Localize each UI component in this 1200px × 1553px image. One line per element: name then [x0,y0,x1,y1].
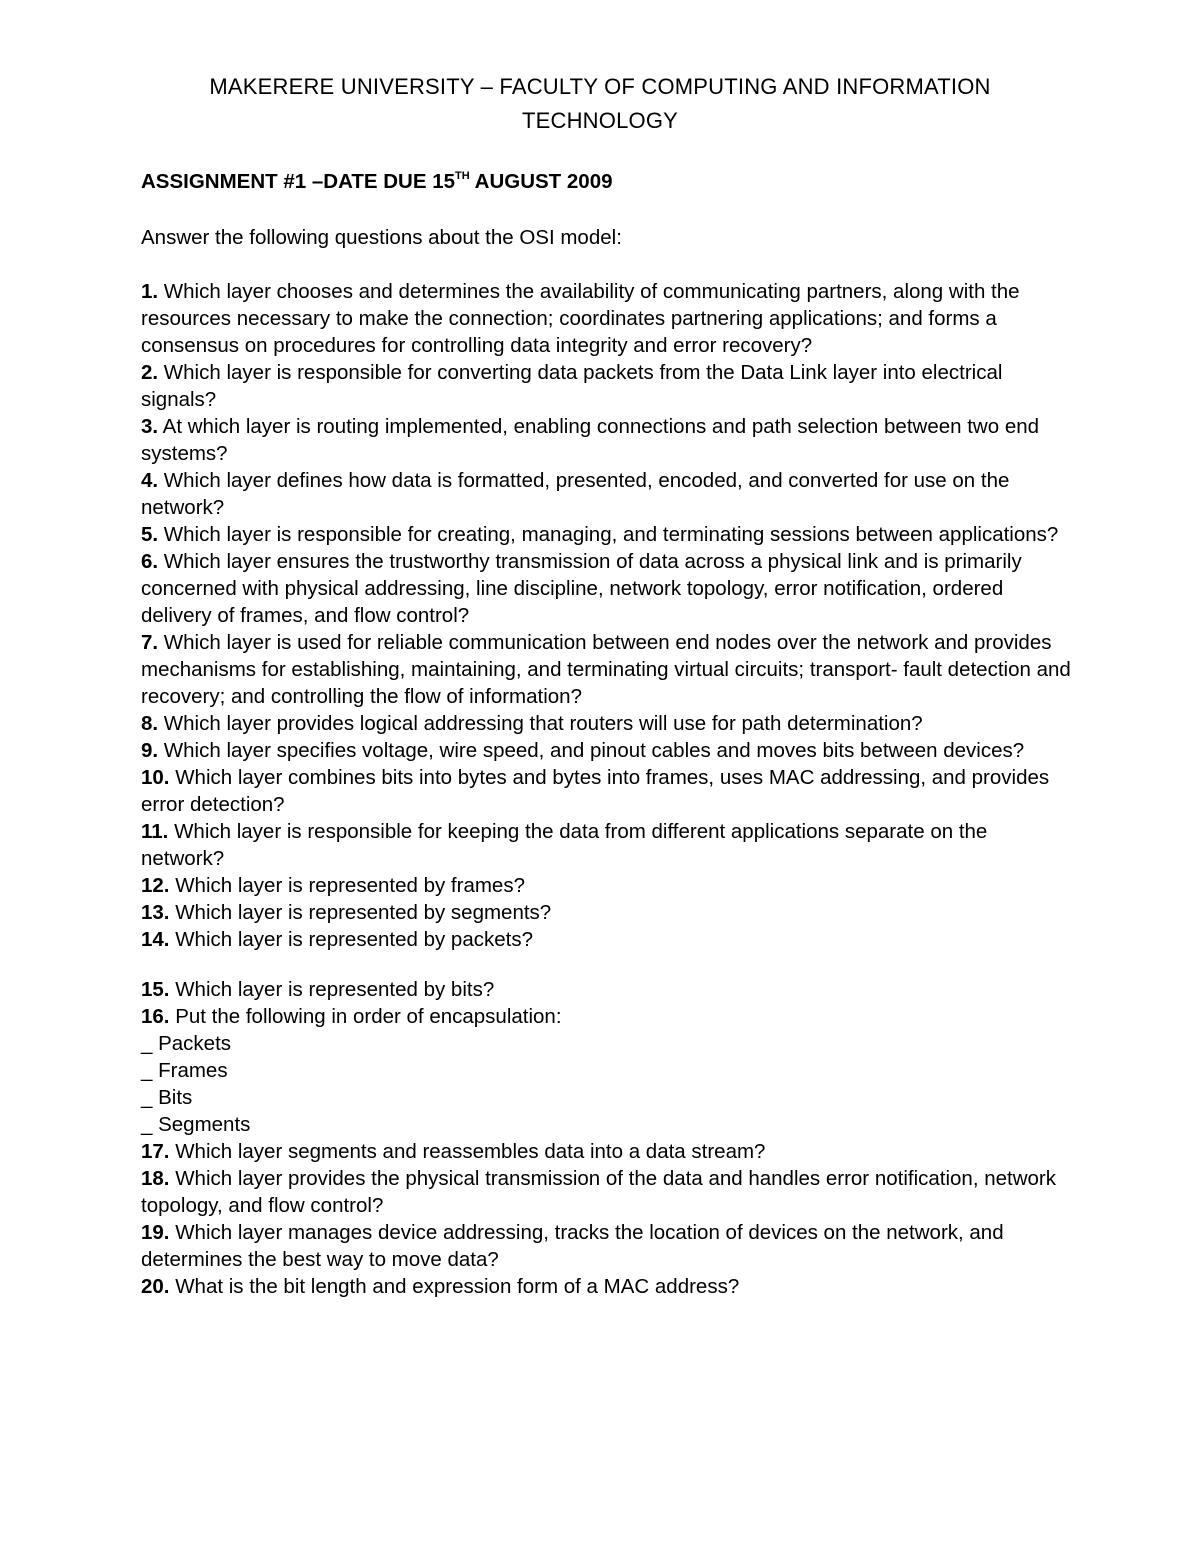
question-text: Which layer provides logical addressing that routers will use for path determination? [158,712,923,735]
question-text: Which layer is represented by frames? [169,874,525,897]
question-15 [141,976,1071,1003]
question-16 [141,1003,1071,1030]
question-2 [141,359,1071,413]
question-text: Which layer is used for reliable communication between end nodes over the network and provides mechanisms for establishing, maintaining, and terminating virtual circuits; transport- fault detection and recovery; and controlling the flow of information? [141,631,1071,708]
question-text: Put the following in order of encapsulation: [169,1005,562,1028]
question-number: 3. [141,415,159,438]
question-number: 17. [141,1140,170,1163]
question-text: Which layer is represented by segments? [169,901,552,924]
assignment-title-superscript: TH [455,170,470,182]
intro-text: Answer the following questions about the OSI model: [141,226,622,249]
question-5 [141,521,1071,548]
question-number: 16. [141,1005,170,1028]
question-number: 4. [141,469,159,492]
question-number: 20. [141,1275,170,1298]
question-text: Which layer chooses and determines the availability of communicating partners, along with the resources necessary to make the connection; coordinates partnering applications; and forms a consensus on procedures for controlling data integrity and error recovery? [141,280,1020,357]
question-list [141,278,1071,1300]
question-4 [141,467,1071,521]
header-line-1: MAKERERE UNIVERSITY – FACULTY OF COMPUTING AND INFORMATION [209,74,991,99]
question-1 [141,278,1071,359]
question-text: Which layer manages device addressing, tracks the location of devices on the network, and determines the best way to move data? [141,1221,1004,1271]
document-body [141,167,1071,1300]
question-7 [141,629,1071,710]
question-text: Which layer is responsible for keeping the data from different applications separate on the network? [141,820,988,870]
question-text: At which layer is routing implemented, enabling connections and path selection between two end systems? [141,415,1040,465]
question-number: 18. [141,1167,170,1190]
question-number: 15. [141,978,170,1001]
question-text: Which layer defines how data is formatted, presented, encoded, and converted for use on the network? [141,469,1010,519]
question-3 [141,413,1071,467]
question-number: 12. [141,874,170,897]
question-12 [141,872,1071,899]
question-number: 19. [141,1221,170,1244]
encapsulation-item: _ Segments [141,1113,251,1136]
question-20 [141,1273,1071,1300]
question-10 [141,764,1071,818]
question-number: 9. [141,739,159,762]
question-text: Which layer is responsible for creating, managing, and terminating sessions between applications? [158,523,1059,546]
document-header [100,70,1100,138]
encapsulation-item: _ Bits [141,1086,193,1109]
header-line-2: TECHNOLOGY [521,108,679,133]
question-14 [141,926,1071,953]
question-19 [141,1219,1071,1273]
question-text: Which layer combines bits into bytes and bytes into frames, uses MAC addressing, and provides error detection? [141,766,1050,816]
question-text: Which layer provides the physical transmission of the data and handles error notification, network topology, and flow control? [141,1167,1057,1217]
question-11 [141,818,1071,872]
assignment-title [141,167,1071,197]
question-number: 6. [141,550,159,573]
assignment-title-suffix: AUGUST 2009 [469,170,613,193]
question-number: 2. [141,361,159,384]
question-text: Which layer segments and reassembles data into a data stream? [169,1140,766,1163]
question-18 [141,1165,1071,1219]
assignment-title-prefix: ASSIGNMENT #1 –DATE DUE 15 [141,170,456,193]
question-text: Which layer ensures the trustworthy transmission of data across a physical link and is primarily concerned with physical addressing, line discipline, network topology, error notification, ordered delivery of frames, and flow control? [141,550,1022,627]
question-6 [141,548,1071,629]
encapsulation-item: _ Frames [141,1059,228,1082]
question-number: 8. [141,712,159,735]
question-9 [141,737,1071,764]
question-text: Which layer is represented by bits? [169,978,495,1001]
question-17 [141,1138,1071,1165]
question-number: 5. [141,523,159,546]
encapsulation-item: _ Packets [141,1032,232,1055]
question-text: Which layer is responsible for converting data packets from the Data Link layer into electrical signals? [141,361,1003,411]
question-text: What is the bit length and expression form of a MAC address? [169,1275,740,1298]
question-number: 14. [141,928,170,951]
question-number: 7. [141,631,159,654]
question-8 [141,710,1071,737]
question-text: Which layer is represented by packets? [169,928,533,951]
question-13 [141,899,1071,926]
question-number: 1. [141,280,159,303]
question-number: 11. [141,820,169,843]
question-number: 10. [141,766,170,789]
question-number: 13. [141,901,170,924]
question-text: Which layer specifies voltage, wire speed, and pinout cables and moves bits between devices? [158,739,1025,762]
